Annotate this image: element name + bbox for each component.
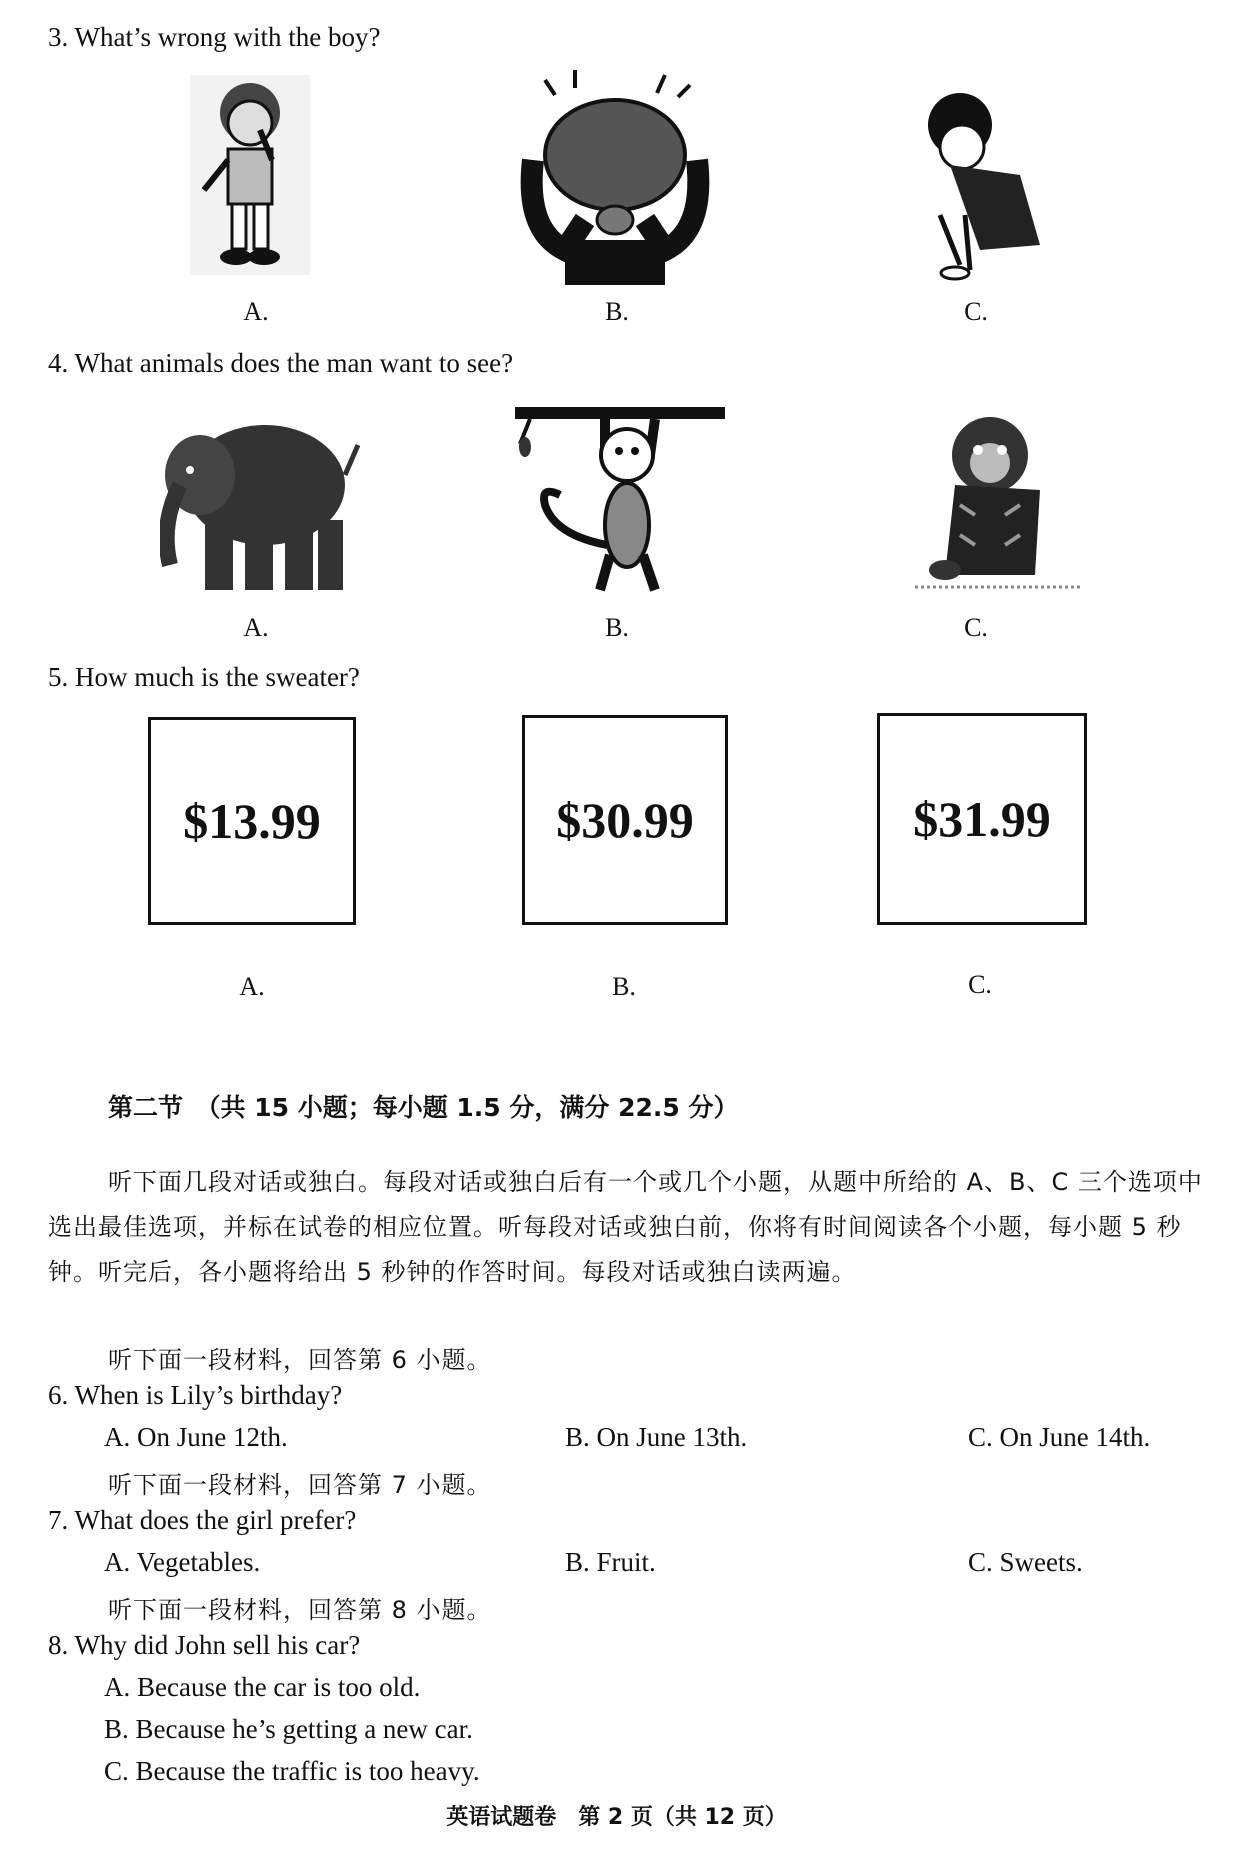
question-4-text: 4. What animals does the man want to see?	[48, 348, 514, 378]
stomachache-picture	[910, 85, 1050, 290]
instruction-q7: 听下面一段材料，回答第 7 小题。	[108, 1471, 492, 1499]
tiger-picture	[915, 405, 1080, 600]
question-6-text: 6. When is Lily’s birthday?	[48, 1380, 343, 1410]
elephant-picture	[160, 405, 360, 600]
q6-option-b: B. On June 13th.	[565, 1422, 748, 1452]
page-footer: 英语试题卷 第 2 页（共 12 页）	[446, 1805, 787, 1830]
q3-option-a-label: A.	[243, 297, 269, 326]
q8-option-a: A. Because the car is too old.	[104, 1672, 421, 1702]
instruction-q8: 听下面一段材料，回答第 8 小题。	[108, 1596, 492, 1624]
price-box-a: $13.99	[148, 717, 356, 925]
headache-picture	[515, 70, 715, 290]
price-box-b: $30.99	[522, 715, 728, 925]
sick-boy-picture	[190, 75, 310, 280]
q4-option-b-label: B.	[605, 613, 629, 642]
section-title: 第二节 （共 15 小题；每小题 1.5 分，满分 22.5 分）	[108, 1093, 739, 1122]
q8-option-b: B. Because he’s getting a new car.	[104, 1714, 473, 1744]
q7-option-b: B. Fruit.	[565, 1547, 656, 1577]
q7-option-a: A. Vegetables.	[104, 1547, 261, 1577]
question-8-text: 8. Why did John sell his car?	[48, 1630, 361, 1660]
q3-option-b-label: B.	[605, 297, 629, 326]
q7-option-c: C. Sweets.	[968, 1547, 1083, 1577]
question-5-text: 5. How much is the sweater?	[48, 662, 360, 692]
q3-option-c-label: C.	[964, 297, 988, 326]
q5-option-a-label: A.	[239, 972, 265, 1001]
price-box-c: $31.99	[877, 713, 1087, 925]
section-instructions: 听下面几段对话或独白。每段对话或独白后有一个或几个小题，从题中所给的 A、B、C 三个选项中选出最佳选项，并标在试卷的相应位置。听每段对话或独白前，你将有时间阅读各个小题，每小题 5 秒钟。听完后，各小题将给出 5 秒钟的作答时间。每段对话或独白读两遍。	[48, 1168, 1203, 1286]
instruction-q6: 听下面一段材料，回答第 6 小题。	[108, 1346, 492, 1374]
q4-option-c-label: C.	[964, 613, 988, 642]
q5-option-b-label: B.	[612, 972, 636, 1001]
q4-option-a-label: A.	[243, 613, 269, 642]
q6-option-c: C. On June 14th.	[968, 1422, 1151, 1452]
monkey-picture	[515, 395, 725, 600]
q8-option-c: C. Because the traffic is too heavy.	[104, 1756, 480, 1786]
q6-option-a: A. On June 12th.	[104, 1422, 288, 1452]
q5-option-c-label: C.	[968, 970, 992, 999]
question-7-text: 7. What does the girl prefer?	[48, 1505, 357, 1535]
question-3-text: 3. What’s wrong with the boy?	[48, 22, 381, 52]
